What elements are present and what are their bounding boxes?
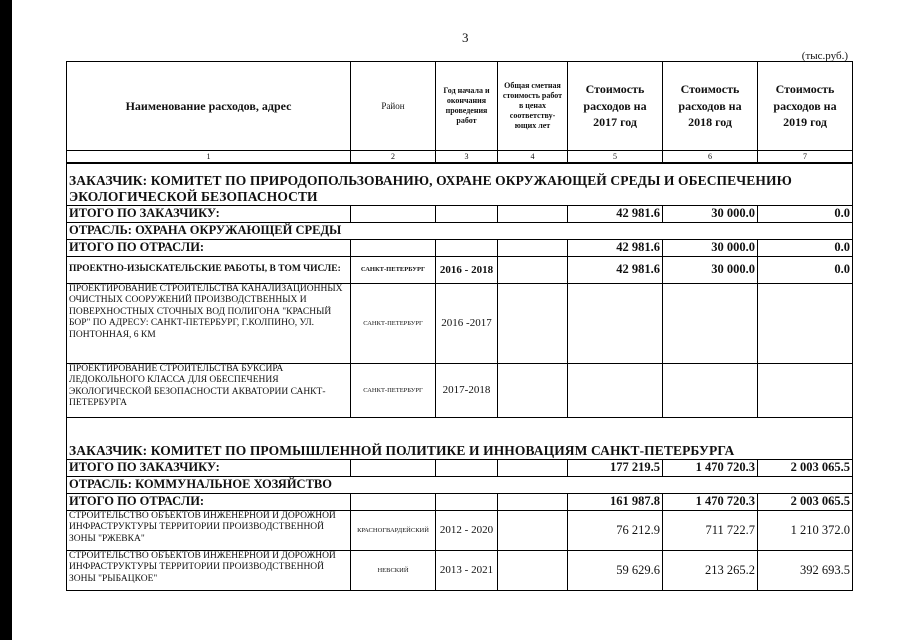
- customer-row: [67, 163, 853, 205]
- item-cost-2019: 1 210 372.0: [758, 510, 853, 550]
- customer-heading: ЗАКАЗЧИК: КОМИТЕТ ПО ПРИРОДОПОЛЬЗОВАНИЮ, ОХРАНЕ ОКРУЖАЮЩЕЙ СРЕДЫ И ОБЕСПЕЧЕНИЮ ЭКОЛОГИЧЕСКОЙ БЕЗОПАСНОСТИ: [67, 163, 853, 205]
- branch-total-row: [67, 493, 853, 510]
- item-years: 2017-2018: [436, 363, 498, 417]
- design-works-2018: 30 000.0: [663, 256, 758, 283]
- page-number: 3: [462, 30, 469, 45]
- branch-total-2017: 161 987.8: [568, 493, 663, 510]
- customer-heading: ЗАКАЗЧИК: КОМИТЕТ ПО ПРОМЫШЛЕННОЙ ПОЛИТИКЕ И ИННОВАЦИЯМ САНКТ-ПЕТЕРБУРГА: [67, 417, 853, 459]
- design-works-2017: 42 981.6: [568, 256, 663, 283]
- branch-total-row: [67, 239, 853, 256]
- branch-total-2018: 30 000.0: [663, 239, 758, 256]
- budget-table: [66, 61, 853, 591]
- item-years: 2013 - 2021: [436, 550, 498, 590]
- design-works-2019: 0.0: [758, 256, 853, 283]
- item-years: 2012 - 2020: [436, 510, 498, 550]
- branch-row: [67, 476, 853, 493]
- customer-total-2017: 177 219.5: [568, 459, 663, 476]
- customer-total-2019: 0.0: [758, 205, 853, 222]
- customer-total-2018: 1 470 720.3: [663, 459, 758, 476]
- design-works-region: САНКТ-ПЕТЕРБУРГ: [351, 256, 436, 283]
- table-header-row: [67, 62, 853, 151]
- col-header-cost-2019: Стоимость расходов на 2019 год: [758, 62, 853, 151]
- column-number: 7: [758, 151, 853, 164]
- item-cost-2019: 392 693.5: [758, 550, 853, 590]
- item-cost-2018: 711 722.7: [663, 510, 758, 550]
- customer-total-label: ИТОГО ПО ЗАКАЗЧИКУ:: [67, 459, 351, 476]
- customer-total-2017: 42 981.6: [568, 205, 663, 222]
- column-number: 5: [568, 151, 663, 164]
- item-cost-2018: 213 265.2: [663, 550, 758, 590]
- item-name: ПРОЕКТИРОВАНИЕ СТРОИТЕЛЬСТВА КАНАЛИЗАЦИОННЫХ ОЧИСТНЫХ СООРУЖЕНИЙ ПРОИЗВОДСТВЕННЫХ И ПОВЕРХНОСТНЫХ СТОЧНЫХ ВОД ПОЛИГОНА "КРАСНЫЙ БОР" ПО АДРЕСУ: САНКТ-ПЕТЕРБУРГ, Г.КОЛПИНО, УЛ. ПОНТОННАЯ, 6 КМ: [67, 283, 351, 363]
- branch-total-2019: 2 003 065.5: [758, 493, 853, 510]
- item-cost-2017: 76 212.9: [568, 510, 663, 550]
- branch-total-2017: 42 981.6: [568, 239, 663, 256]
- col-header-years: Год начала и окончания проведения работ: [436, 62, 498, 151]
- item-region: САНКТ-ПЕТЕРБУРГ: [351, 363, 436, 417]
- item-name: СТРОИТЕЛЬСТВО ОБЪЕКТОВ ИНЖЕНЕРНОЙ И ДОРОЖНОЙ ИНФРАСТРУКТУРЫ ТЕРРИТОРИИ ПРОИЗВОДСТВЕННОЙ ЗОНЫ "РЫБАЦКОЕ": [67, 550, 351, 590]
- branch-total-label: ИТОГО ПО ОТРАСЛИ:: [67, 493, 351, 510]
- column-number: 3: [436, 151, 498, 164]
- item-region: САНКТ-ПЕТЕРБУРГ: [351, 283, 436, 363]
- column-number: 1: [67, 151, 351, 164]
- scan-edge: [0, 0, 12, 640]
- item-years: 2016 -2017: [436, 283, 498, 363]
- col-header-cost-2017: Стоимость расходов на 2017 год: [568, 62, 663, 151]
- branch-row: [67, 222, 853, 239]
- branch-heading: ОТРАСЛЬ: КОММУНАЛЬНОЕ ХОЗЯЙСТВО: [67, 476, 853, 493]
- column-number-row: [67, 151, 853, 164]
- unit-note: (тыс.руб.): [801, 50, 848, 62]
- item-name: СТРОИТЕЛЬСТВО ОБЪЕКТОВ ИНЖЕНЕРНОЙ И ДОРОЖНОЙ ИНФРАСТРУКТУРЫ ТЕРРИТОРИИ ПРОИЗВОДСТВЕННОЙ ЗОНЫ "РЖЕВКА": [67, 510, 351, 550]
- column-number: 4: [498, 151, 568, 164]
- table-row: [67, 283, 853, 363]
- table-row: [67, 363, 853, 417]
- branch-total-2019: 0.0: [758, 239, 853, 256]
- item-name: ПРОЕКТИРОВАНИЕ СТРОИТЕЛЬСТВА БУКСИРА ЛЕДОКОЛЬНОГО КЛАССА ДЛЯ ОБЕСПЕЧЕНИЯ ЭКОЛОГИЧЕСКОЙ БЕЗОПАСНОСТИ АКВАТОРИИ САНКТ-ПЕТЕРБУРГА: [67, 363, 351, 417]
- col-header-total-cost: Общая сметная стоимость работ в ценах соответству-ющих лет: [498, 62, 568, 151]
- column-number: 2: [351, 151, 436, 164]
- customer-total-row: [67, 205, 853, 222]
- item-cost-2017: 59 629.6: [568, 550, 663, 590]
- col-header-name: Наименование расходов, адрес: [67, 62, 351, 151]
- table-row: [67, 550, 853, 590]
- col-header-cost-2018: Стоимость расходов на 2018 год: [663, 62, 758, 151]
- customer-total-row: [67, 459, 853, 476]
- branch-heading: ОТРАСЛЬ: ОХРАНА ОКРУЖАЮЩЕЙ СРЕДЫ: [67, 222, 853, 239]
- item-region: КРАСНОГВАРДЕЙСКИЙ: [351, 510, 436, 550]
- customer-total-2018: 30 000.0: [663, 205, 758, 222]
- column-number: 6: [663, 151, 758, 164]
- customer-row: [67, 417, 853, 459]
- table-row: [67, 510, 853, 550]
- design-works-label: ПРОЕКТНО-ИЗЫСКАТЕЛЬСКИЕ РАБОТЫ, В ТОМ ЧИСЛЕ:: [67, 256, 351, 283]
- item-region: НЕВСКИЙ: [351, 550, 436, 590]
- customer-total-label: ИТОГО ПО ЗАКАЗЧИКУ:: [67, 205, 351, 222]
- design-works-row: [67, 256, 853, 283]
- design-works-years: 2016 - 2018: [436, 256, 498, 283]
- branch-total-2018: 1 470 720.3: [663, 493, 758, 510]
- branch-total-label: ИТОГО ПО ОТРАСЛИ:: [67, 239, 351, 256]
- customer-total-2019: 2 003 065.5: [758, 459, 853, 476]
- col-header-region: Район: [351, 62, 436, 151]
